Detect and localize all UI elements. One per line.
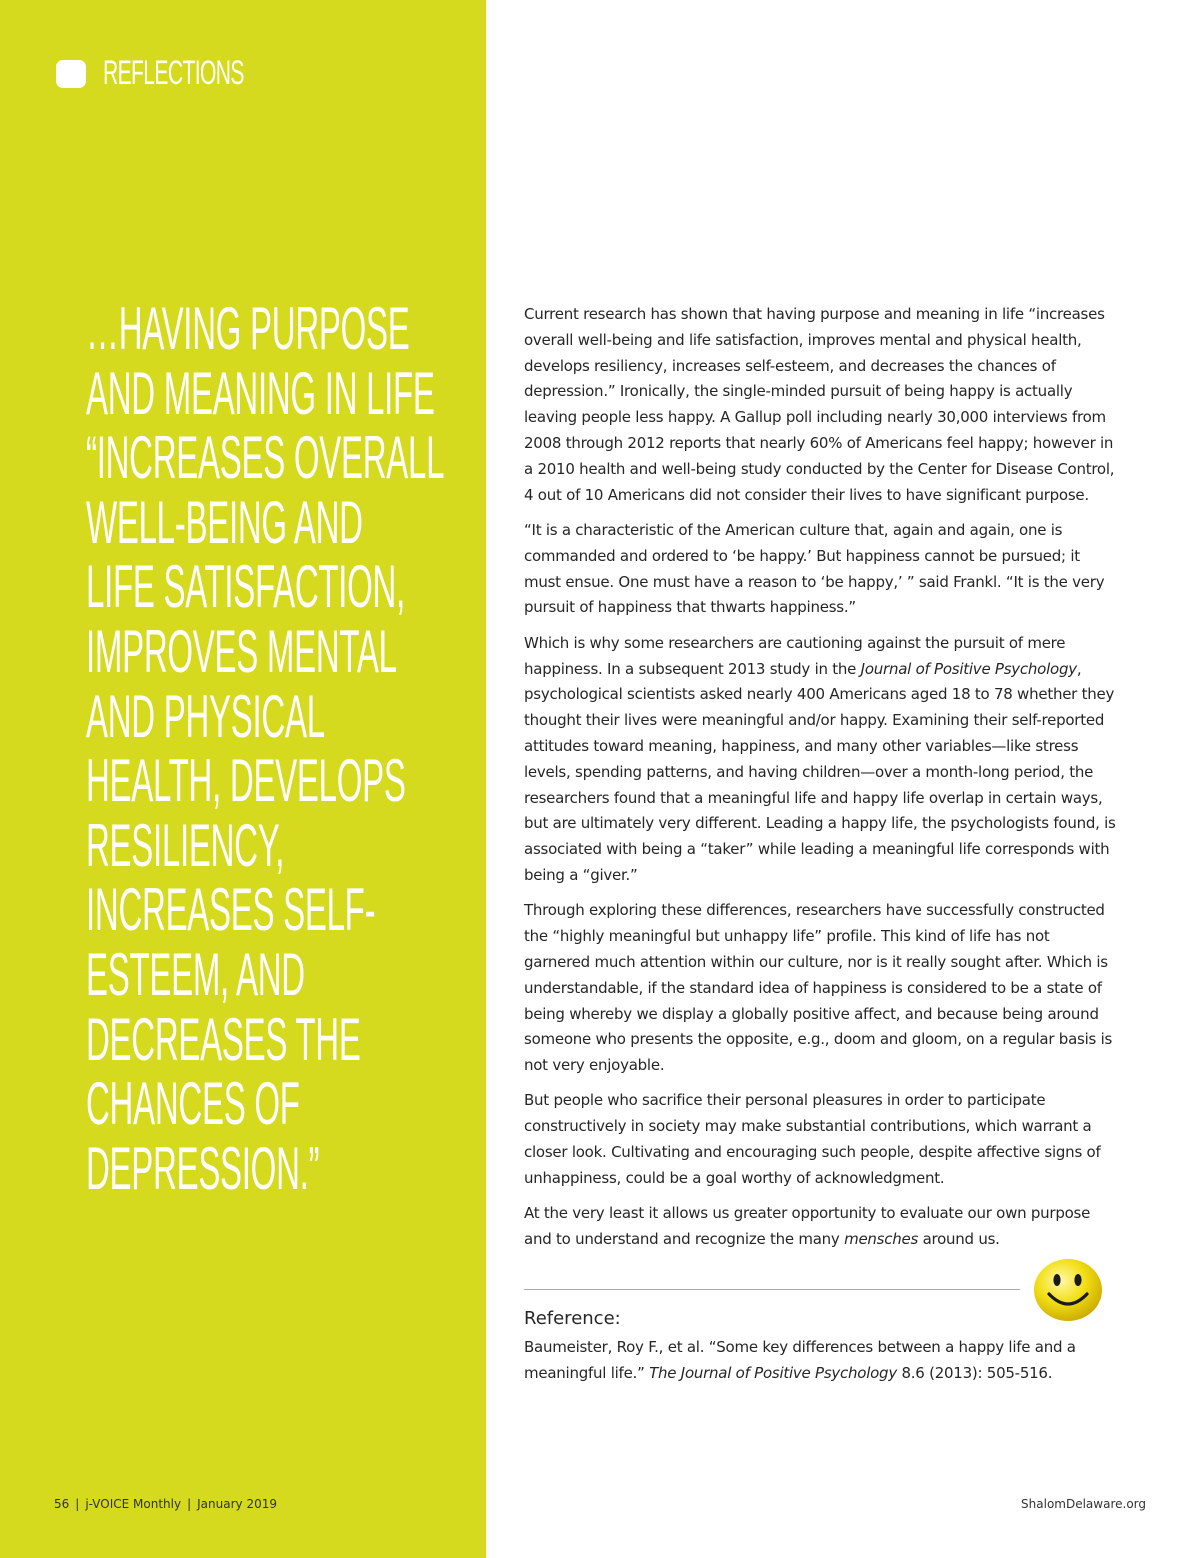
reference-citation	[524, 1334, 1076, 1386]
paragraph-line: being whereby we display a globally positive affect, and because being around	[524, 1004, 1099, 1023]
article-paragraph-5	[524, 1088, 1136, 1191]
paragraph-line: someone who presents the opposite, e.g., doom and gloom, on a regular basis is	[524, 1030, 1113, 1049]
paragraph-line: attitudes toward meaning, happiness, and many other variables—like stress	[524, 736, 1079, 755]
paragraph-line: pursuit of happiness that thwarts happiness.”	[524, 598, 856, 617]
footer-separator: |	[187, 1497, 192, 1511]
reference-divider	[524, 1289, 1020, 1290]
citation-text: meaningful life.”	[524, 1364, 650, 1382]
paragraph-line: must ensue. One must have a reason to ‘be happy,’ ” said Frankl. “It is the very	[524, 572, 1105, 591]
italic-word: mensches	[844, 1230, 919, 1249]
pull-quote-line: CHANCES OF	[86, 1070, 300, 1138]
page-number: 56	[54, 1497, 70, 1511]
paragraph-line: leaving people less happy. A Gallup poll including nearly 30,000 interviews from	[524, 408, 1106, 427]
article-paragraph-1	[524, 302, 1136, 508]
article-paragraph-2	[524, 518, 1136, 621]
pull-quote-line: HEALTH, DEVELOPS	[86, 747, 406, 815]
pull-quote-line: DEPRESSION.”	[86, 1134, 320, 1202]
paragraph-line: associated with being a “taker” while leading a meaningful life corresponds with	[524, 840, 1110, 859]
paragraph-text: happiness. In a subsequent 2013 study in the	[524, 659, 861, 678]
article-paragraph-4	[524, 898, 1136, 1079]
pull-quote-line: INCREASES SELF-	[86, 876, 376, 944]
paragraph-line: Current research has shown that having purpose and meaning in life “increases	[524, 305, 1105, 323]
pull-quote-line: IMPROVES MENTAL	[86, 617, 397, 685]
footer-folio	[54, 1497, 277, 1511]
paragraph-line: “It is a characteristic of the American culture that, again and again, one is	[524, 520, 1063, 539]
paragraph-line: researchers found that a meaningful life and happy life overlap in certain ways,	[524, 788, 1103, 807]
reference-heading: Reference:	[524, 1308, 621, 1329]
paragraph-line: thought their lives were meaningful and/or happy. Examining their self-reported	[524, 711, 1105, 730]
footer-separator: |	[75, 1497, 80, 1511]
pull-quote-line: …HAVING PURPOSE	[86, 295, 410, 362]
footer-website: ShalomDelaware.org	[1021, 1497, 1146, 1511]
paragraph-line: commanded and ordered to ‘be happy.’ But happiness cannot be pursued; it	[524, 546, 1080, 565]
section-label: REFLECTIONS	[103, 54, 244, 92]
pull-quote-line: LIFE SATISFACTION,	[86, 553, 405, 621]
pull-quote-line: AND PHYSICAL	[86, 682, 325, 750]
article-body	[524, 302, 1136, 1262]
paragraph-line: but are ultimately very different. Leading a happy life, the psychologists found, is	[524, 814, 1116, 833]
paragraph-line: not very enjoyable.	[524, 1056, 665, 1075]
paragraph-text: ,	[1076, 659, 1082, 678]
paragraph-line: understandable, if the standard idea of happiness is considered to be a state of	[524, 978, 1102, 997]
pull-quote-line: DECREASES THE	[86, 1005, 361, 1073]
pull-quote	[86, 295, 445, 1202]
paragraph-line: garnered much attention within our culture, nor is it really sought after. Which is	[524, 952, 1108, 971]
pull-quote-line: RESILIENCY,	[86, 811, 285, 879]
pull-quote-line: WELL-BEING AND	[86, 488, 363, 556]
pull-quote-line: ESTEEM, AND	[86, 940, 305, 1008]
paragraph-line: 4 out of 10 Americans did not consider their lives to have significant purpose.	[524, 485, 1089, 504]
paragraph-line: develops resiliency, increases self-esteem, and decreases the chances of	[524, 356, 1056, 375]
paragraph-line: overall well-being and life satisfaction, improves mental and physical health,	[524, 330, 1082, 349]
journal-title: Journal of Positive Psychology	[860, 659, 1077, 678]
paragraph-line: the “highly meaningful but unhappy life” profile. This kind of life has not	[524, 927, 1050, 946]
paragraph-text: around us.	[918, 1230, 1000, 1249]
article-paragraph-6	[524, 1201, 1136, 1253]
citation-line: Baumeister, Roy F., et al. “Some key differences between a happy life and a	[524, 1338, 1076, 1356]
issue-date: January 2019	[197, 1497, 277, 1511]
paragraph-line: constructively in society may make substantial contributions, which warrant a	[524, 1117, 1092, 1136]
smiley-face-icon	[1033, 1258, 1103, 1322]
paragraph-line: 2008 through 2012 reports that nearly 60% of Americans feel happy; however in	[524, 433, 1114, 452]
section-tab-marker	[56, 60, 86, 88]
paragraph-line: closer look. Cultivating and encouraging such people, despite affective signs of	[524, 1143, 1101, 1162]
paragraph-line: But people who sacrifice their personal pleasures in order to participate	[524, 1091, 1046, 1110]
pull-quote-line: AND MEANING IN LIFE	[86, 359, 435, 427]
citation-journal: The Journal of Positive Psychology	[649, 1364, 897, 1382]
paragraph-line: depression.” Ironically, the single-minded pursuit of being happy is actually	[524, 382, 1073, 401]
paragraph-line: psychological scientists asked nearly 400 Americans aged 18 to 78 whether they	[524, 685, 1115, 704]
paragraph-line: unhappiness, could be a goal worthy of acknowledgment.	[524, 1168, 945, 1187]
paragraph-line: Which is why some researchers are cautioning against the pursuit of mere	[524, 633, 1066, 652]
pull-quote-line: “INCREASES OVERALL	[86, 424, 445, 492]
paragraph-line: levels, spending patterns, and having children—over a month-long period, the	[524, 762, 1094, 781]
paragraph-line: Through exploring these differences, researchers have successfully constructed	[524, 901, 1105, 920]
paragraph-line: At the very least it allows us greater opportunity to evaluate our own purpose	[524, 1204, 1091, 1223]
paragraph-line: a 2010 health and well-being study conducted by the Center for Disease Control,	[524, 459, 1115, 478]
publication-name: j-VOICE Monthly	[85, 1497, 182, 1511]
article-paragraph-3	[524, 631, 1136, 889]
quote-panel	[0, 0, 486, 1558]
citation-text: 8.6 (2013): 505-516.	[896, 1364, 1053, 1382]
paragraph-text: and to understand and recognize the many	[524, 1230, 845, 1249]
paragraph-line: being a “giver.”	[524, 865, 638, 884]
